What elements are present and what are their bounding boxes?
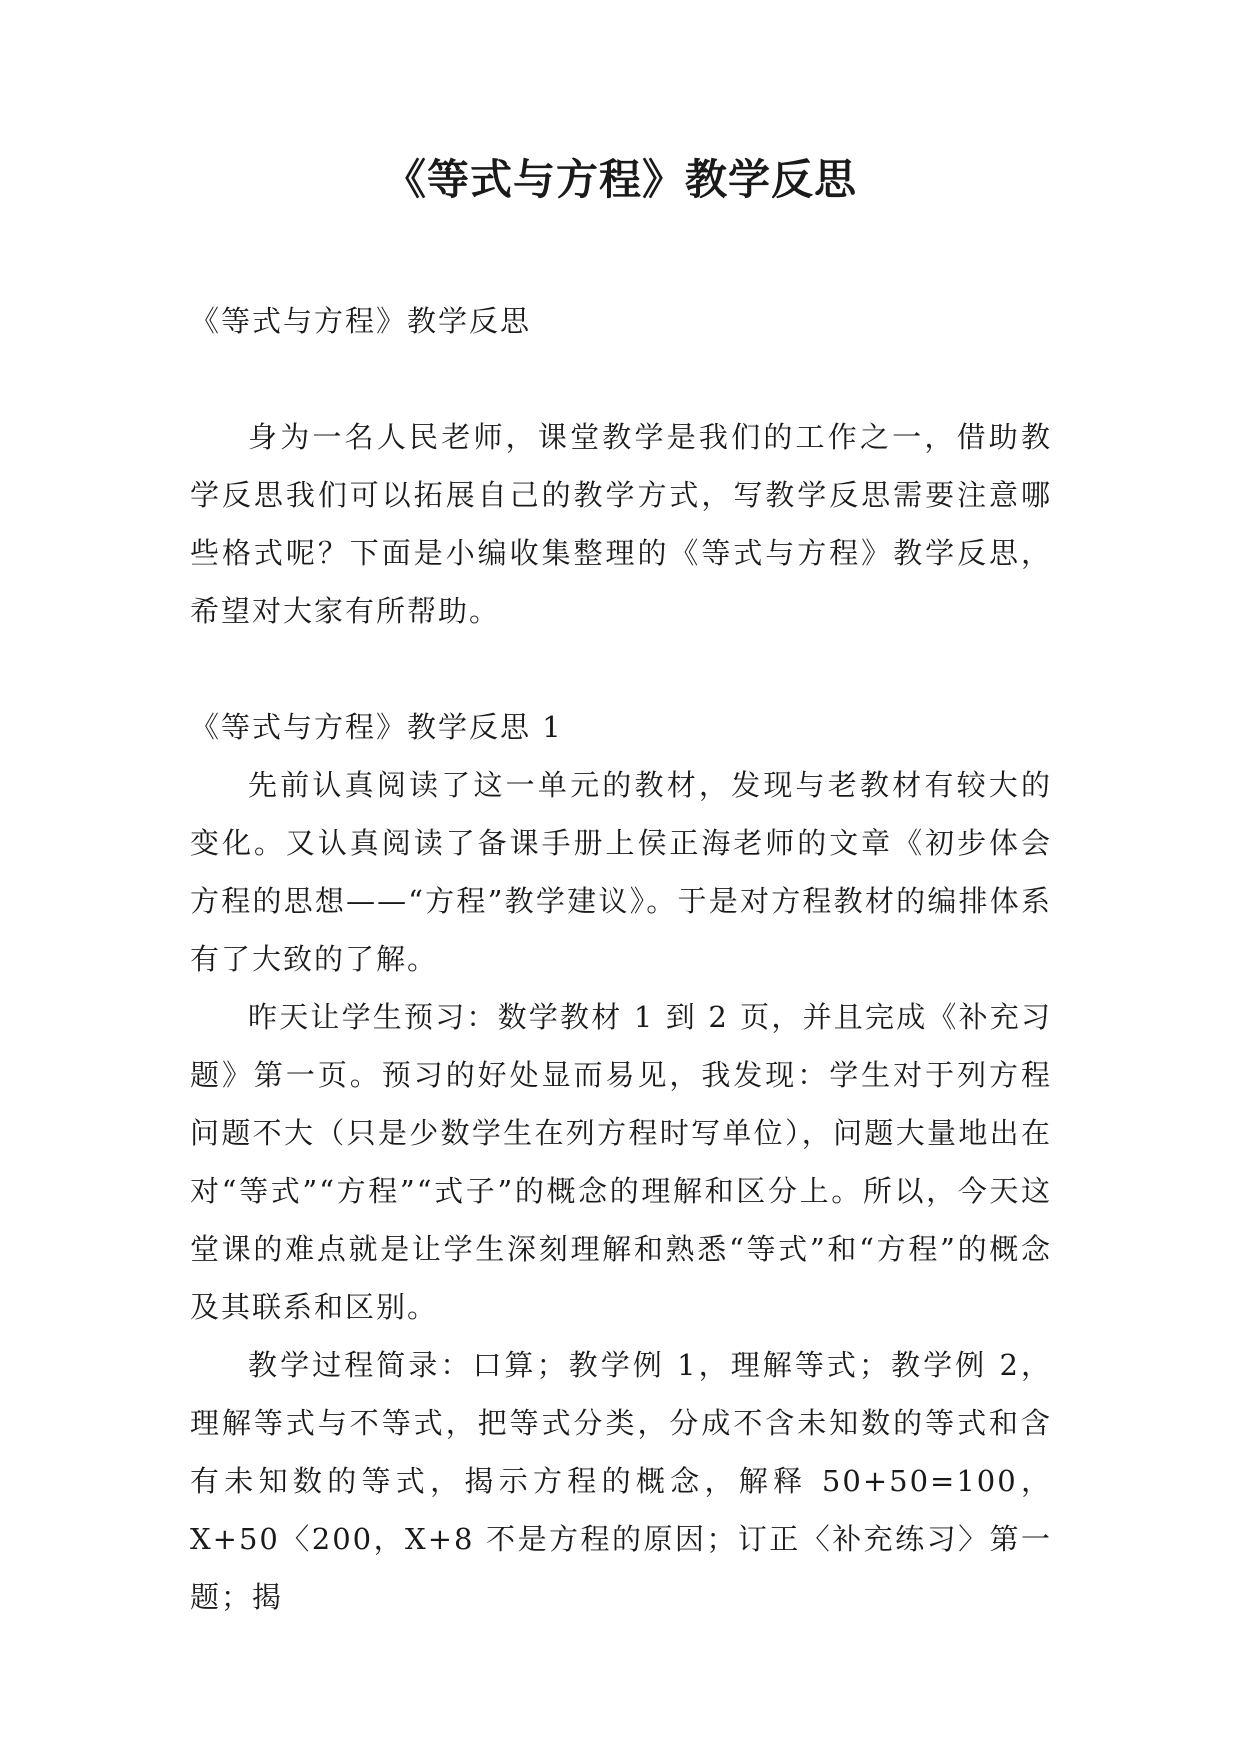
section-heading: 《等式与方程》教学反思 1 [190, 710, 563, 744]
document-subtitle: 《等式与方程》教学反思 [190, 304, 532, 338]
document-title: 《等式与方程》教学反思 [383, 155, 857, 204]
intro-paragraph: 身为一名人民老师，课堂教学是我们的工作之一，借助教学反思我们可以拓展自己的教学方式，写教学反思需要注意哪些格式呢？下面是小编收集整理的《等式与方程》教学反思，希望对大家有所帮助。 [190, 420, 1052, 628]
body-paragraph-3: 教学过程简录：口算；教学例 1，理解等式；教学例 2，理解等式与不等式，把等式分类，分成不含未知数的等式和含有未知数的等式，揭示方程的概念，解释 50+50=100，X+50〈200，X+8 不是方程的原因；订正〈补充练习〉第一题；揭 [190, 1348, 1052, 1614]
body-paragraph-2: 昨天让学生预习：数学教材 1 到 2 页，并且完成《补充习题》第一页。预习的好处显而易见，我发现：学生对于列方程问题不大（只是少数学生在列方程时写单位），问题大量地出在对“等式”“方程”“式子”的概念的理解和区分上。所以，今天这堂课的难点就是让学生深刻理解和熟悉“等式”和“方程”的概念及其联系和区别。 [190, 1000, 1052, 1324]
document-body [190, 292, 1052, 1626]
body-paragraph-1: 先前认真阅读了这一单元的教材，发现与老教材有较大的变化。又认真阅读了备课手册上侯正海老师的文章《初步体会方程的思想——“方程”教学建议》。于是对方程教材的编排体系有了大致的了解。 [190, 768, 1052, 976]
